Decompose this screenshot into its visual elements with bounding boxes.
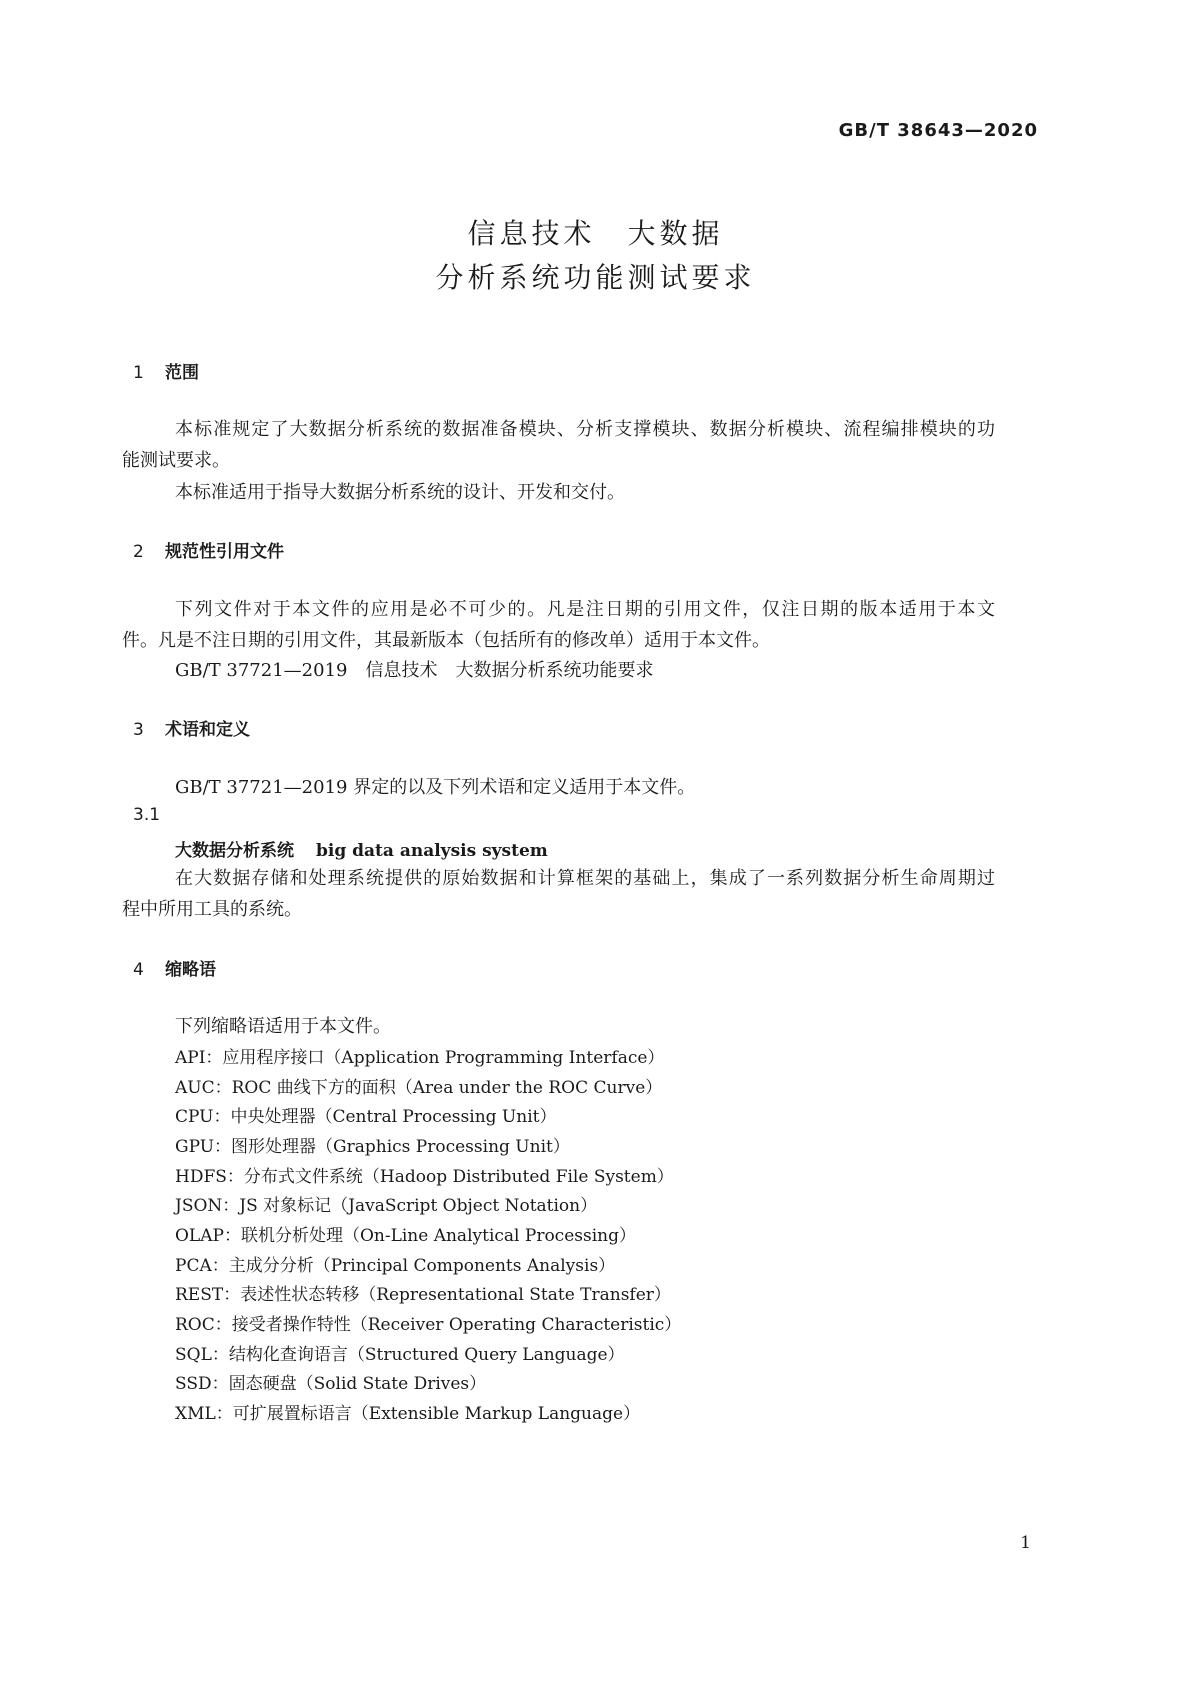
normative-refs-paragraph-line-2: 件。凡是不注日期的引用文件，其最新版本（包括所有的修改单）适用于本文件。 bbox=[122, 630, 770, 651]
section-title: 缩略语 bbox=[165, 960, 216, 980]
section-title: 范围 bbox=[165, 363, 199, 383]
abbreviation-item: AUC：ROC 曲线下方的面积（Area under the ROC Curve） bbox=[175, 1078, 663, 1098]
standard-number: GB/T 38643—2020 bbox=[838, 120, 1038, 141]
document-title-line1: 信息技术 大数据 bbox=[467, 217, 724, 250]
scope-paragraph-1-line-2: 能测试要求。 bbox=[122, 450, 230, 471]
abbreviation-item: SQL：结构化查询语言（Structured Query Language） bbox=[175, 1345, 625, 1365]
section-heading-normative-references bbox=[133, 537, 284, 562]
section-title: 术语和定义 bbox=[165, 720, 250, 740]
terms-intro: GB/T 37721—2019 界定的以及下列术语和定义适用于本文件。 bbox=[175, 777, 696, 798]
scope-paragraph-1-line-1: 本标准规定了大数据分析系统的数据准备模块、分析支撑模块、数据分析模块、流程编排模块的功 bbox=[175, 419, 995, 440]
document-title-line2: 分析系统功能测试要求 bbox=[435, 261, 756, 294]
abbreviation-item: OLAP：联机分析处理（On-Line Analytical Processing） bbox=[175, 1226, 636, 1246]
abbreviation-item: SSD：固态硬盘（Solid State Drives） bbox=[175, 1374, 487, 1394]
section-heading-scope bbox=[133, 358, 199, 383]
section-number: 4 bbox=[133, 960, 144, 980]
normative-refs-paragraph-line-1: 下列文件对于本文件的应用是必不可少的。凡是注日期的引用文件，仅注日期的版本适用于本文 bbox=[175, 599, 995, 620]
abbreviation-item: HDFS：分布式文件系统（Hadoop Distributed File System） bbox=[175, 1167, 674, 1187]
abbreviation-item: ROC：接受者操作特性（Receiver Operating Characteristic） bbox=[175, 1315, 682, 1335]
term-english: big data analysis system bbox=[316, 841, 548, 861]
term-chinese: 大数据分析系统 bbox=[175, 841, 294, 861]
section-number: 1 bbox=[133, 363, 144, 383]
abbreviations-intro: 下列缩略语适用于本文件。 bbox=[175, 1016, 391, 1037]
abbreviation-item: XML：可扩展置标语言（Extensible Markup Language） bbox=[175, 1404, 641, 1424]
section-title: 规范性引用文件 bbox=[165, 542, 284, 562]
term-item-number: 3.1 bbox=[133, 805, 161, 825]
abbreviation-item: GPU：图形处理器（Graphics Processing Unit） bbox=[175, 1137, 570, 1157]
abbreviation-item: REST：表述性状态转移（Representational State Transfer） bbox=[175, 1285, 671, 1305]
scope-paragraph-2: 本标准适用于指导大数据分析系统的设计、开发和交付。 bbox=[175, 482, 625, 503]
abbreviation-item: JSON：JS 对象标记（JavaScript Object Notation） bbox=[175, 1196, 598, 1216]
term-definition-line-2: 程中所用工具的系统。 bbox=[122, 899, 302, 920]
section-number: 2 bbox=[133, 542, 144, 562]
section-heading-abbreviations bbox=[133, 955, 216, 980]
term-definition-line-1: 在大数据存储和处理系统提供的原始数据和计算框架的基础上，集成了一系列数据分析生命周期过 bbox=[175, 868, 995, 889]
abbreviation-item: PCA：主成分分析（Principal Components Analysis） bbox=[175, 1256, 616, 1276]
page-number: 1 bbox=[1020, 1533, 1031, 1553]
section-number: 3 bbox=[133, 720, 144, 740]
normative-reference-item: GB/T 37721—2019 信息技术 大数据分析系统功能要求 bbox=[175, 660, 654, 681]
abbreviation-item: API：应用程序接口（Application Programming Interface） bbox=[175, 1048, 665, 1068]
section-heading-terms bbox=[133, 715, 250, 740]
abbreviation-item: CPU：中央处理器（Central Processing Unit） bbox=[175, 1107, 557, 1127]
term-entry bbox=[175, 836, 548, 861]
